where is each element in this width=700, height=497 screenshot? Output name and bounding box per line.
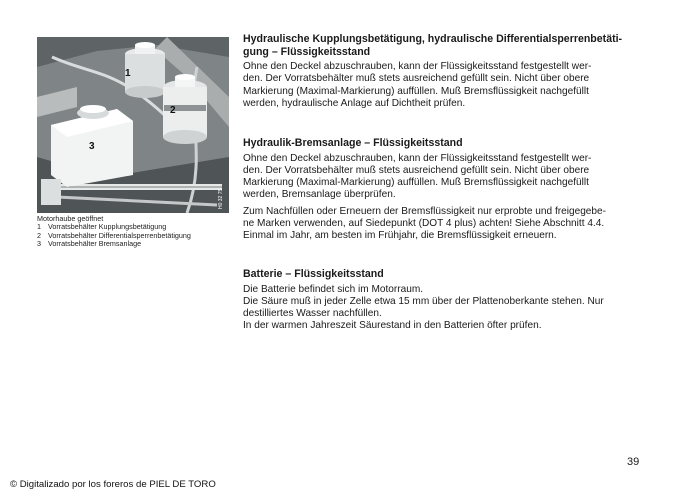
section-battery-fluid [243, 268, 648, 333]
section-clutch-fluid [243, 33, 648, 110]
heading-line: Hydraulik-Bremsanlage – Flüssigkeitsstand [243, 137, 463, 149]
caption-item [37, 240, 237, 248]
paragraph-line: ne Marken verwenden, auf Siedepunkt (DOT 4 plus) achten! Siehe Abschnitt 4.4. [243, 218, 605, 230]
caption-title: Motorhaube geöffnet [37, 214, 104, 223]
section-heading [243, 33, 648, 58]
figure-code-label: H0 32 75 [218, 188, 224, 209]
callout-1: 1 [125, 68, 131, 79]
caption-item-number: 2 [37, 230, 41, 240]
section-heading [243, 137, 648, 150]
figure-caption [37, 215, 237, 249]
section-paragraph [243, 206, 648, 243]
caption-item-number: 3 [37, 239, 41, 249]
section-heading [243, 268, 648, 281]
paragraph-line: Ohne den Deckel abzuschrauben, kann der Flüssigkeitsstand festgestellt wer- [243, 152, 592, 164]
paragraph-line: Einmal im Jahr, am besten im Frühjahr, die Bremsflüssigkeit erneuern. [243, 230, 557, 242]
paragraph-line: Markierung (Maximal-Markierung) auffüllen. Muß Bremsflüssigkeit nachgefüllt [243, 85, 589, 97]
paragraph-line: Markierung (Maximal-Markierung) auffüllen. Muß Bremsflüssigkeit nachgefüllt [243, 177, 589, 189]
heading-line: Hydraulische Kupplungsbetätigung, hydraulische Differentialsperrenbetäti- [243, 33, 623, 45]
paragraph-line: den. Der Vorratsbehälter muß stets ausreichend gefüllt sein. Nicht über obere [243, 73, 590, 85]
caption-item-text: Vorratsbehälter Differentialsperrenbetätigung [48, 230, 191, 240]
callout-3: 3 [89, 141, 95, 152]
page-number: 39 [627, 456, 640, 468]
paragraph-line: werden, Bremsanlage überprüfen. [243, 189, 396, 201]
section-paragraph [243, 284, 648, 333]
paragraph-line: den. Der Vorratsbehälter muß stets ausreichend gefüllt sein. Nicht über obere [243, 164, 590, 176]
paragraph-line: Ohne den Deckel abzuschrauben, kann der Flüssigkeitsstand festgestellt wer- [243, 61, 592, 73]
heading-line: Batterie – Flüssigkeitsstand [243, 268, 384, 280]
engine-bay-photo [37, 37, 229, 213]
paragraph-line: Die Säure muß in jeder Zelle etwa 15 mm über der Plattenoberkante stehen. Nur [243, 295, 604, 307]
section-brake-fluid [243, 137, 648, 243]
caption-item-text: Vorratsbehälter Bremsanlage [48, 239, 142, 249]
scan-credit: © Digitalizado por los foreros de PIEL DE TORO [10, 479, 216, 490]
engine-bay-illustration [37, 37, 229, 213]
heading-line: gung – Flüssigkeitsstand [243, 45, 371, 58]
paragraph-line: Zum Nachfüllen oder Erneuern der Bremsflüssigkeit nur erprobte und freigegebe- [243, 205, 607, 217]
paragraph-line: Die Batterie befindet sich im Motorraum. [243, 283, 424, 295]
callout-2: 2 [170, 105, 176, 116]
paragraph-line: werden, hydraulische Anlage auf Dichtheit prüfen. [243, 98, 466, 110]
paragraph-line: destilliertes Wasser nachfüllen. [243, 308, 382, 320]
caption-item-number: 1 [37, 222, 41, 232]
paragraph-line: In der warmen Jahreszeit Säurestand in den Batterien öfter prüfen. [243, 320, 542, 332]
section-paragraph [243, 153, 648, 202]
section-paragraph [243, 61, 648, 110]
caption-item-text: Vorratsbehälter Kupplungsbetätigung [48, 222, 167, 232]
